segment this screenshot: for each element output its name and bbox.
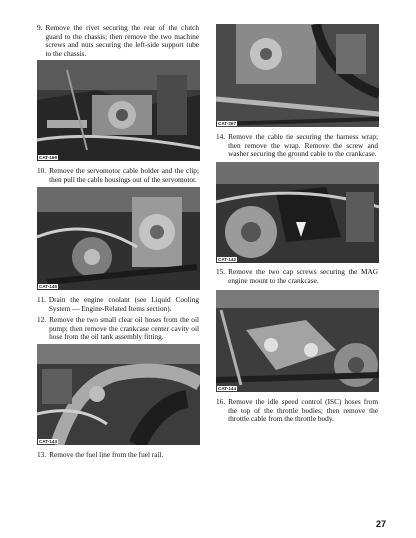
step-text: Remove the fuel line from the fuel rail. [49, 450, 164, 459]
photo-ground-cable-image [216, 162, 379, 263]
photo-servomotor [37, 187, 200, 290]
step-number: 16. [216, 397, 226, 406]
photo-mag-mount-image [216, 290, 379, 392]
photo-harness-wrap-image [216, 24, 379, 127]
step-number: 11. [37, 295, 46, 304]
step-text: Remove the servomotor cable holder and the clip; then pull the cable housings out of the servomotor. [49, 166, 199, 184]
photo-oil-hoses [37, 344, 200, 445]
step-number: 15. [216, 267, 226, 276]
step-number: 12. [37, 315, 47, 324]
photo-caption: CAT-144 [218, 386, 237, 391]
page-number: 27 [375, 519, 386, 529]
photo-caption: CAT-142 [218, 257, 237, 262]
photo-caption: CAT-166 [39, 155, 58, 160]
step-text: Remove the rivet securing the rear of the clutch guard to the chassis; then remove the two machine screws and nuts securing the left-side support tube to the chassis. [45, 23, 199, 58]
step-10 [37, 167, 199, 184]
photo-caption: CAT-145 [39, 284, 58, 289]
photo-caption: CAT-143 [39, 439, 58, 444]
step-9 [37, 24, 199, 58]
photo-oil-hoses-image [37, 344, 200, 445]
step-11 [37, 296, 199, 313]
photo-caption: CAT-267 [218, 121, 237, 126]
step-number: 13. [37, 450, 47, 459]
photo-clutch-guard [37, 60, 200, 161]
step-text: Remove the two small clear oil hoses from the oil pump; then remove the crankcase center cavity oil hose from the oil tank assembly fitting. [49, 315, 199, 342]
step-number: 10. [37, 166, 47, 175]
step-text: Remove the two cap screws securing the MAG engine mount to the crankcase. [228, 267, 378, 285]
photo-mag-mount [216, 290, 379, 392]
step-number: 14. [216, 132, 226, 141]
photo-clutch-guard-image [37, 60, 200, 161]
step-text: Remove the cable tie securing the harness wrap; then remove the wrap. Remove the screw and washer securing the ground cable to the crankcase. [228, 132, 378, 159]
step-13 [37, 451, 199, 460]
step-14 [216, 133, 378, 159]
photo-harness-wrap [216, 24, 379, 127]
photo-servomotor-image [37, 187, 200, 290]
step-16 [216, 398, 378, 424]
step-number: 9. [37, 23, 43, 32]
step-text: Drain the engine coolant (see Liquid Cooling System — Engine-Related Items section). [48, 295, 199, 313]
step-12 [37, 316, 199, 342]
step-15 [216, 268, 378, 285]
photo-ground-cable [216, 162, 379, 263]
step-text: Remove the idle speed control (ISC) hoses from the top of the throttle bodies; then remove the throttle cable from the throttle body. [228, 397, 378, 424]
